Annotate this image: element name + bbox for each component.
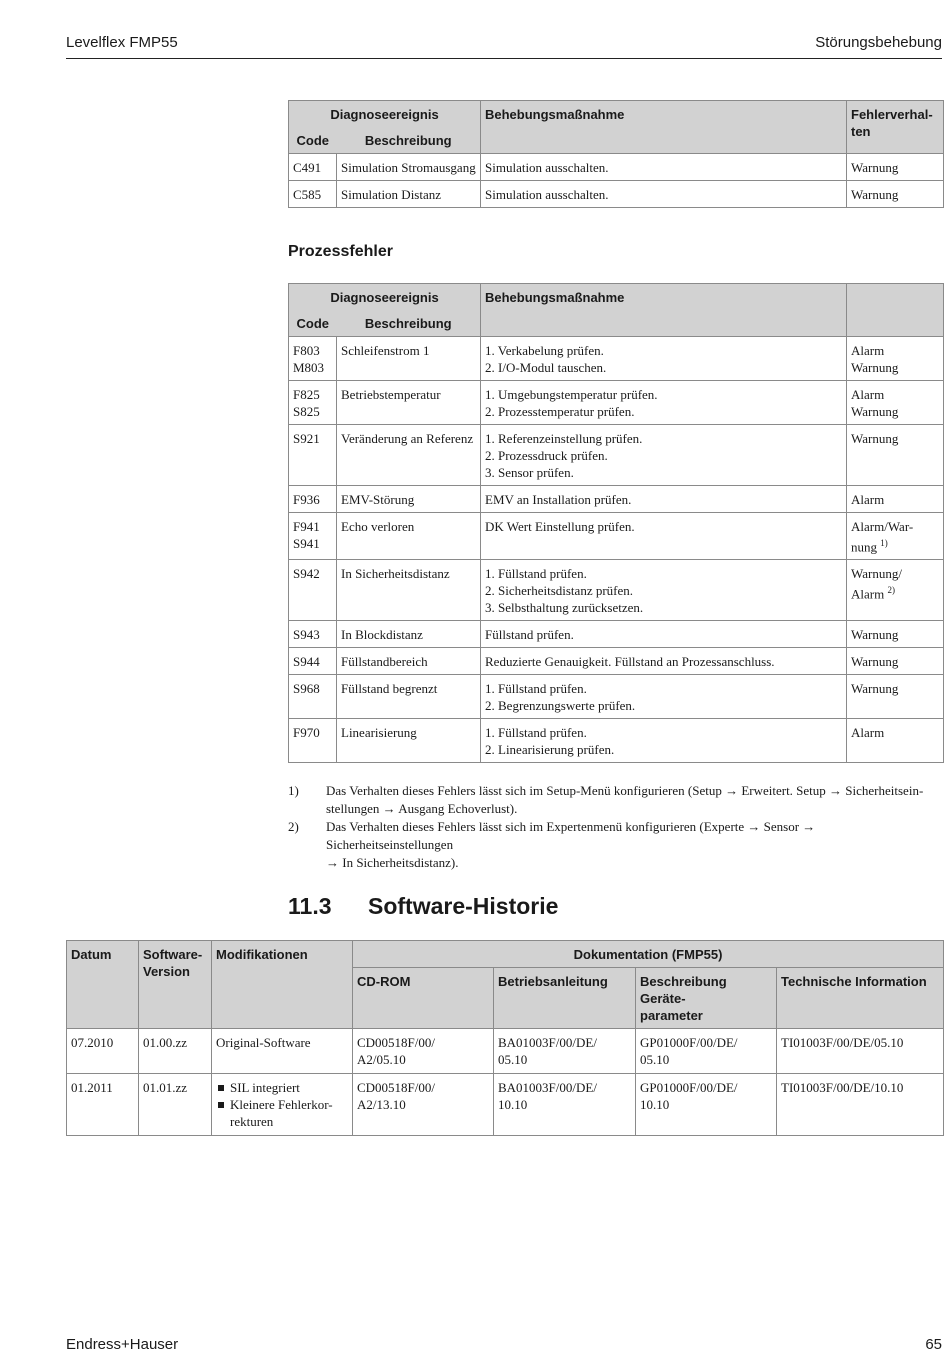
table-row <box>289 381 944 425</box>
header-behebung: Behebungsmaßnahme <box>481 101 847 154</box>
cell-fehlerverhalten <box>847 486 944 513</box>
cell-code <box>289 675 337 719</box>
header-diagnoseereignis: Diagnoseereignis <box>289 101 481 128</box>
cell-code-text: C491 <box>293 160 322 175</box>
page-number: 65 <box>925 1336 942 1353</box>
table-row <box>289 621 944 648</box>
cell-fehlerverhalten <box>847 719 944 763</box>
table-row <box>289 719 944 763</box>
cell-beschreibung-text: Füllstand begrenzt <box>341 681 438 697</box>
cell-behebung-text: Füllstand prüfen. <box>485 627 574 643</box>
cell-behebung <box>481 337 847 381</box>
cell-beschreibung-text: Echo verloren <box>341 519 415 534</box>
table-row <box>289 486 944 513</box>
footer-company: Endress+Hauser <box>66 1336 179 1353</box>
cell-fehlerverhalten-text: Alarm <box>851 725 885 741</box>
header-chapter: Störungsbehebung <box>815 34 942 51</box>
cell-fehlerverhalten-text: Warnung <box>851 431 899 446</box>
cell-code-text: S942 <box>293 566 320 582</box>
header-software-version: Software- Version <box>139 941 212 1029</box>
cell-fehlerverhalten <box>847 181 944 208</box>
cell-behebung <box>481 181 847 208</box>
footnote-number: 1) <box>288 783 299 798</box>
header-beschreibung: Beschreibung <box>337 127 481 154</box>
cell-code-text: S943 <box>293 627 320 643</box>
cell-behebung-text: Simulation ausschalten. <box>485 187 609 202</box>
cell-behebung <box>481 425 847 486</box>
cell-beschreibung-text: In Sicherheitsdistanz <box>341 566 450 582</box>
cell-behebung <box>481 486 847 513</box>
footnote <box>288 818 944 872</box>
cell-datum: 01.2011 <box>67 1074 139 1136</box>
cell-code <box>289 486 337 513</box>
cell-beschreibung-text: Simulation Stromausgang <box>341 160 476 175</box>
cell-fehlerverhalten <box>847 675 944 719</box>
header-dokumentation: Dokumentation (FMP55) <box>353 941 944 968</box>
cell-beschreibung-text: In Blockdistanz <box>341 627 423 643</box>
cell-fehlerverhalten <box>847 621 944 648</box>
page-header <box>66 30 942 59</box>
cell-code <box>289 425 337 486</box>
cell-fehlerverhalten-text: Warnung/ Alarm <box>851 566 902 602</box>
cell-technische-information: TI01003F/00/DE/05.10 <box>777 1029 944 1074</box>
cell-fehlerverhalten-text: Alarm Warnung <box>851 343 899 375</box>
cell-code <box>289 381 337 425</box>
cell-code <box>289 337 337 381</box>
cell-fehlerverhalten-text: Warnung <box>851 187 899 202</box>
cell-behebung-text: Simulation ausschalten. <box>485 160 609 175</box>
header-technische-information: Technische Information <box>777 968 944 1029</box>
cell-code-text: F803 M803 <box>293 343 325 375</box>
cell-beschreibung-text: Betriebstemperatur <box>341 387 441 402</box>
cell-code <box>289 154 337 181</box>
cell-geraeteparameter: GP01000F/00/DE/ 10.10 <box>636 1074 777 1136</box>
footnote-reference: 2) <box>887 585 895 596</box>
cell-beschreibung <box>337 719 481 763</box>
cell-behebung <box>481 381 847 425</box>
cell-cd-rom: CD00518F/00/ A2/05.10 <box>353 1029 494 1074</box>
list-item: Kleinere Fehlerkor- rekturen <box>216 1096 348 1130</box>
modification-list <box>216 1079 348 1130</box>
software-history-table <box>66 940 944 1136</box>
cell-fehlerverhalten <box>847 648 944 675</box>
cell-code <box>289 560 337 621</box>
cell-cd-rom: CD00518F/00/ A2/13.10 <box>353 1074 494 1136</box>
cell-code-text: S944 <box>293 654 320 670</box>
cell-betriebsanleitung: BA01003F/00/DE/ 05.10 <box>494 1029 636 1074</box>
cell-fehlerverhalten-text: Alarm <box>851 492 885 507</box>
cell-behebung <box>481 513 847 560</box>
cell-behebung <box>481 560 847 621</box>
section-heading <box>288 893 558 920</box>
cell-behebung <box>481 154 847 181</box>
header-code: Code <box>289 127 337 154</box>
table-row <box>67 1074 944 1136</box>
table-row <box>289 560 944 621</box>
header-product: Levelflex FMP55 <box>66 34 178 51</box>
cell-behebung <box>481 675 847 719</box>
cell-modifikation <box>212 1074 353 1136</box>
cell-beschreibung <box>337 381 481 425</box>
cell-behebung-text: 1. Füllstand prüfen. 2. Begrenzungswerte prüfen. <box>485 681 636 714</box>
cell-behebung <box>481 648 847 675</box>
cell-code-text: F825 S825 <box>293 387 320 419</box>
cell-behebung-text: 1. Füllstand prüfen. 2. Linearisierung prüfen. <box>485 725 615 758</box>
header-modifikationen: Modifikationen <box>212 941 353 1029</box>
process-error-table <box>288 283 944 763</box>
cell-modifikation: Original-Software <box>212 1029 353 1074</box>
header-fehlerverhalten: Fehlerverhal- ten <box>847 101 944 154</box>
cell-fehlerverhalten-text: Alarm/War- nung <box>851 519 914 555</box>
list-item: SIL integriert <box>216 1079 348 1096</box>
cell-beschreibung <box>337 425 481 486</box>
cell-behebung-text: DK Wert Einstellung prüfen. <box>485 519 635 534</box>
cell-beschreibung-text: EMV-Störung <box>341 492 415 507</box>
table-row <box>289 154 944 181</box>
cell-betriebsanleitung: BA01003F/00/DE/ 10.10 <box>494 1074 636 1136</box>
cell-beschreibung <box>337 181 481 208</box>
footnotes <box>288 782 944 872</box>
table-row <box>289 181 944 208</box>
cell-behebung-text: EMV an Installation prüfen. <box>485 492 632 507</box>
footnote-text: Das Verhalten dieses Fehlers lässt sich im Expertenmenü konfigurieren (Experte → Sensor → Sicherheitseinstellungen → In Sicherheitsdistanz). <box>326 819 816 870</box>
cell-behebung-text: 1. Füllstand prüfen. 2. Sicherheitsdistanz prüfen. 3. Selbsthaltung zurücksetzen. <box>485 566 644 616</box>
cell-fehlerverhalten <box>847 381 944 425</box>
table-row <box>289 513 944 560</box>
cell-version: 01.01.zz <box>139 1074 212 1136</box>
footnote <box>288 782 944 818</box>
footnote-reference: 1) <box>880 538 888 548</box>
table-row <box>289 675 944 719</box>
cell-beschreibung <box>337 621 481 648</box>
cell-beschreibung <box>337 560 481 621</box>
header-cd-rom: CD-ROM <box>353 968 494 1029</box>
cell-behebung-text: 1. Umgebungstemperatur prüfen. 2. Prozesstemperatur prüfen. <box>485 387 658 419</box>
header-datum: Datum <box>67 941 139 1029</box>
cell-beschreibung <box>337 648 481 675</box>
cell-code <box>289 621 337 648</box>
header-diagnoseereignis: Diagnoseereignis <box>289 284 481 311</box>
cell-fehlerverhalten <box>847 337 944 381</box>
cell-datum: 07.2010 <box>67 1029 139 1074</box>
header-geraeteparameter: Beschreibung Geräte- parameter <box>636 968 777 1029</box>
diagnostic-table-1 <box>288 100 944 208</box>
cell-beschreibung-text: Schleifenstrom 1 <box>341 343 430 358</box>
header-empty <box>847 284 944 337</box>
cell-code <box>289 181 337 208</box>
cell-fehlerverhalten <box>847 425 944 486</box>
cell-fehlerverhalten-text: Warnung <box>851 681 899 697</box>
cell-code-text: S968 <box>293 681 320 697</box>
cell-code <box>289 513 337 560</box>
cell-beschreibung-text: Simulation Distanz <box>341 187 442 202</box>
header-betriebsanleitung: Betriebsanleitung <box>494 968 636 1029</box>
cell-technische-information: TI01003F/00/DE/10.10 <box>777 1074 944 1136</box>
cell-fehlerverhalten <box>847 513 944 560</box>
cell-beschreibung <box>337 513 481 560</box>
cell-beschreibung-text: Linearisierung <box>341 725 417 741</box>
cell-behebung-text: Reduzierte Genauigkeit. Füllstand an Prozessanschluss. <box>485 654 775 670</box>
cell-behebung-text: 1. Verkabelung prüfen. 2. I/O-Modul tauschen. <box>485 343 607 375</box>
cell-fehlerverhalten <box>847 560 944 621</box>
cell-beschreibung <box>337 337 481 381</box>
cell-code-text: C585 <box>293 187 322 202</box>
cell-behebung <box>481 621 847 648</box>
cell-code-text: F941 S941 <box>293 519 320 551</box>
cell-geraeteparameter: GP01000F/00/DE/ 05.10 <box>636 1029 777 1074</box>
table-row <box>67 1029 944 1074</box>
footnote-number: 2) <box>288 819 299 834</box>
cell-fehlerverhalten <box>847 154 944 181</box>
cell-fehlerverhalten-text: Alarm Warnung <box>851 387 899 419</box>
cell-code <box>289 719 337 763</box>
cell-code <box>289 648 337 675</box>
cell-beschreibung-text: Füllstandbereich <box>341 654 428 670</box>
section-number: 11.3 <box>288 893 332 919</box>
table-row <box>289 337 944 381</box>
footnote-text: Das Verhalten dieses Fehlers lässt sich im Setup-Menü konfigurieren (Setup → Erweitert. Setup → Sicherheitsein- stellungen → Ausgang Echoverlust). <box>326 783 924 816</box>
cell-fehlerverhalten-text: Warnung <box>851 654 899 670</box>
cell-code-text: F936 <box>293 492 320 507</box>
cell-fehlerverhalten-text: Warnung <box>851 627 899 643</box>
section-title: Software-Historie <box>368 893 559 919</box>
process-errors-heading: Prozessfehler <box>288 243 393 260</box>
table-row <box>289 648 944 675</box>
cell-fehlerverhalten-text: Warnung <box>851 160 899 175</box>
cell-beschreibung <box>337 486 481 513</box>
header-behebung: Behebungsmaßnahme <box>481 284 847 337</box>
cell-beschreibung-text: Veränderung an Referenz <box>341 431 474 446</box>
cell-version: 01.00.zz <box>139 1029 212 1074</box>
cell-behebung <box>481 719 847 763</box>
header-code: Code <box>289 310 337 337</box>
cell-behebung-text: 1. Referenzeinstellung prüfen. 2. Prozessdruck prüfen. 3. Sensor prüfen. <box>485 431 643 480</box>
cell-beschreibung <box>337 154 481 181</box>
cell-code-text: S921 <box>293 431 320 446</box>
header-beschreibung: Beschreibung <box>337 310 481 337</box>
cell-code-text: F970 <box>293 725 320 741</box>
cell-beschreibung <box>337 675 481 719</box>
table-row <box>289 425 944 486</box>
